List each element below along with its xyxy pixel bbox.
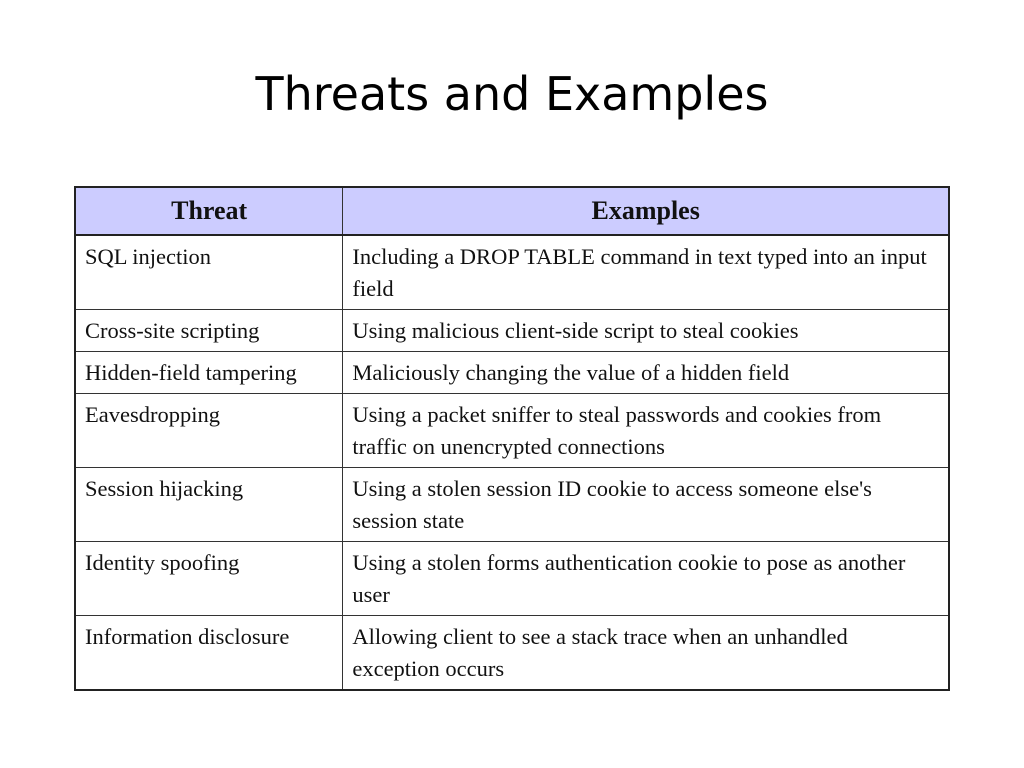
table-row [75, 616, 949, 691]
threat-cell: Session hijacking [75, 468, 343, 542]
example-cell: Allowing client to see a stack trace when an unhandled exception occurs [343, 616, 949, 691]
example-cell: Using a stolen forms authentication cookie to pose as another user [343, 542, 949, 616]
slide-title: Threats and Examples [255, 67, 769, 121]
table-row [75, 394, 949, 468]
threat-cell: Identity spoofing [75, 542, 343, 616]
threats-table [74, 186, 950, 691]
header-row [75, 187, 949, 235]
table-row [75, 235, 949, 310]
example-cell: Using a packet sniffer to steal passwords and cookies from traffic on unencrypted connections [343, 394, 949, 468]
table-row [75, 352, 949, 394]
table-row [75, 310, 949, 352]
threat-cell: SQL injection [75, 235, 343, 310]
example-cell: Using malicious client-side script to steal cookies [343, 310, 949, 352]
example-cell: Including a DROP TABLE command in text typed into an input field [343, 235, 949, 310]
table-row [75, 468, 949, 542]
table-body [75, 235, 949, 690]
example-cell: Using a stolen session ID cookie to access someone else's session state [343, 468, 949, 542]
threat-cell: Hidden-field tampering [75, 352, 343, 394]
example-cell: Maliciously changing the value of a hidden field [343, 352, 949, 394]
table-header [75, 187, 949, 235]
threat-cell: Information disclosure [75, 616, 343, 691]
threat-cell: Cross-site scripting [75, 310, 343, 352]
threat-cell: Eavesdropping [75, 394, 343, 468]
examples-column-header: Examples [343, 187, 949, 235]
threat-column-header: Threat [75, 187, 343, 235]
table-row [75, 542, 949, 616]
